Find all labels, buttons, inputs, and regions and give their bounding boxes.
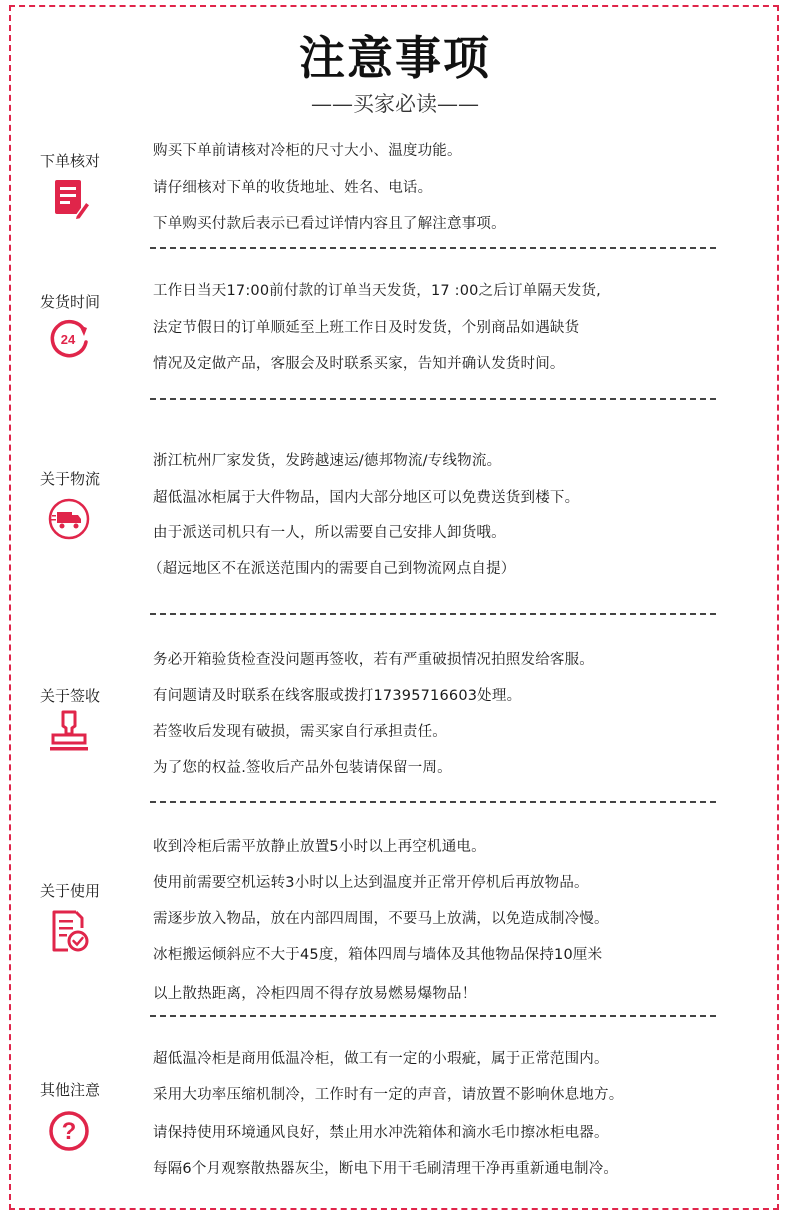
section-line: 冰柜搬运倾斜应不大于45度，箱体四周与墙体及其他物品保持10厘米 [153,947,603,963]
section-line: 浙江杭州厂家发货，发跨越速运/德邦物流/专线物流。 [153,453,502,469]
section-divider [150,247,716,249]
checklist-icon [46,908,92,954]
section-divider [150,398,716,400]
section-line: 采用大功率压缩机制冷，工作时有一定的声音，请放置不影响休息地方。 [153,1087,624,1103]
section-line: 使用前需要空机运转3小时以上达到温度并正常开停机后再放物品。 [153,875,589,891]
section-line: 务必开箱验货检查没问题再签收，若有严重破损情况拍照发给客服。 [153,652,594,668]
svg-text:24: 24 [60,332,76,347]
section-divider [150,801,716,803]
order-document-icon [46,176,92,222]
section-divider [150,1015,716,1017]
section-label: 其他注意 [39,1081,100,1099]
section-divider [150,613,716,615]
section-line: 由于派送司机只有一人，所以需要自己安排人卸货哦。 [153,525,506,541]
section-line: 购买下单前请核对冷柜的尺寸大小、温度功能。 [153,143,462,159]
page-title: 注意事项 [299,31,491,85]
section-label: 关于使用 [39,882,100,900]
section-line: 需逐步放入物品，放在内部四周围，不要马上放满，以免造成制冷慢。 [153,911,609,927]
section-line: 超低温冷柜是商用低温冷柜，做工有一定的小瑕疵，属于正常范围内。 [153,1051,609,1067]
section-line: 有问题请及时联系在线客服或拨打17395716603处理。 [153,688,522,704]
stamp-icon [46,708,92,754]
section-line: 为了您的权益.签收后产品外包装请保留一周。 [153,760,452,776]
svg-text:?: ? [61,1118,77,1145]
section-line: 工作日当天17:00前付款的订单当天发货，17 :00之后订单隔天发货, [153,283,601,299]
section-line: 法定节假日的订单顺延至上班工作日及时发货，个别商品如遇缺货 [153,320,580,336]
page-subtitle: ——买家必读—— [311,92,479,116]
section-line: 超低温冰柜属于大件物品，国内大部分地区可以免费送货到楼下。 [153,490,580,506]
section-label: 关于签收 [39,687,100,705]
section-line: 请仔细核对下单的收货地址、姓名、电话。 [153,180,433,196]
section-label: 下单核对 [39,152,100,170]
section-line: 以上散热距离，冷柜四周不得存放易燃易爆物品！ [153,986,477,1002]
section-line: 若签收后发现有破损，需买家自行承担责任。 [153,724,447,740]
24-hour-icon [46,316,92,362]
section-line: （超远地区不在派送范围内的需要自己到物流网点自提） [148,561,516,577]
section-label: 关于物流 [39,470,100,488]
delivery-truck-icon [46,496,92,542]
section-line: 下单购买付款后表示已看过详情内容且了解注意事项。 [153,216,506,232]
section-line: 每隔6个月观察散热器灰尘，断电下用干毛刷清理干净再重新通电制冷。 [153,1161,619,1177]
section-line: 情况及定做产品，客服会及时联系买家，告知并确认发货时间。 [153,356,565,372]
section-line: 收到冷柜后需平放静止放置5小时以上再空机通电。 [153,839,486,855]
section-line: 请保持使用环境通风良好，禁止用水冲洗箱体和滴水毛巾擦冰柜电器。 [153,1125,609,1141]
question-mark-icon [46,1108,92,1154]
section-label: 发货时间 [39,293,100,311]
